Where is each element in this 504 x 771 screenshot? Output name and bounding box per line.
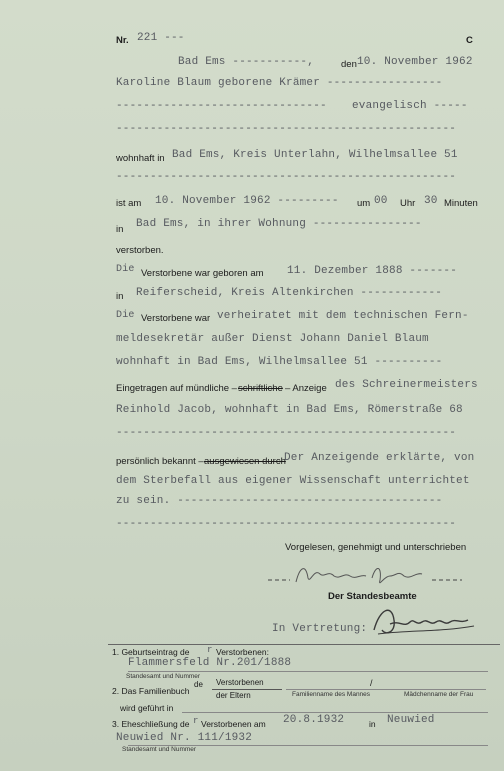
husband-name-label: Familienname des Mannes [292,691,371,698]
identity-label: persönlich bekannt – [116,456,204,467]
residence-label: wohnhaft in [116,153,165,164]
marriage-label-b: Verstorbenen am [201,719,266,729]
section-divider [108,644,500,645]
identity-text2: dem Sterbefall aus eigener Wissenschaft unterrichtet [116,475,470,487]
verstorben-label: verstorben. [116,245,164,256]
registration-date: 10. November 1962 [357,56,473,68]
marital-status-line3: wohnhaft in Bad Ems, Wilhelmsallee 51 ---------- [116,356,443,368]
family-names-line [286,689,486,690]
read-approved-text: Vorgelesen, genehmigt und unterschrieben [285,542,467,553]
uhr-label: Uhr [400,198,416,209]
marriage-label: 3. Eheschließung de [112,719,190,729]
corner-mark: C [466,35,473,46]
die-prefix: Die [116,310,135,321]
marriage-in-label: in [369,719,376,729]
informant-details: Reinhold Jacob, wohnhaft in Bad Ems, Römerstraße 68 [116,404,463,416]
ist-am-label: ist am [116,198,142,209]
in-label: in [116,291,124,302]
registrar-label: Der Standesbeamte [328,591,417,602]
report-label-struck: schriftliche [238,383,283,394]
den-label: den [341,59,357,70]
death-hour: 00 [374,195,388,207]
dash-filler: -------------------------------------------------- [116,518,457,530]
dash-filler: ------------------------------- [116,100,327,112]
minuten-label: Minuten [444,198,478,209]
die-prefix: Die [116,264,135,275]
birth-entry-label: 1. Geburtseintrag de [112,647,190,657]
dash-filler: -------------------------------------------------- [116,171,457,183]
informant-title: des Schreinermeisters [335,379,478,391]
birth-entry-line [128,671,488,672]
report-label-b: – Anzeige [285,383,327,394]
family-book-label: 2. Das Familienbuch [112,686,190,696]
entry-number: 221 --- [137,32,185,44]
deceased-name: Karoline Blaum geborene Krämer ----------------- [116,77,443,89]
marriage-entry-value: Neuwied Nr. 111/1932 [116,732,253,744]
family-book-slash: / [370,678,373,688]
registration-place: Bad Ems -----------, [178,56,315,68]
identity-text1: Der Anzeigende erklärte, von [284,452,475,464]
dash-filler: -------------------------------------------------- [116,123,457,135]
family-book-line [182,712,488,713]
status-label: Verstorbene war [141,313,211,324]
family-book-verst: Verstorbenen [216,678,264,687]
birth-date: 11. Dezember 1888 ------- [287,265,458,277]
report-label-a: Eingetragen auf mündliche – [116,383,237,394]
nr-label: Nr. [116,35,129,46]
family-book-eltern: der Eltern [216,691,251,700]
birth-entry-value: Flammersfeld Nr.201/1888 [128,657,292,669]
option-divider [212,689,282,690]
death-minutes: 30 [424,195,438,207]
registrar-signature [370,600,480,640]
birth-entry-sub: Standesamt und Nummer [126,673,201,680]
marriage-entry-sub: Standesamt und Nummer [122,746,197,753]
in-label: in [116,224,124,235]
birth-place: Reiferscheid, Kreis Altenkirchen ------------ [136,287,443,299]
death-place: Bad Ems, in ihrer Wohnung ---------------- [136,218,422,230]
religion: evangelisch ----- [352,100,468,112]
marital-status-line1: verheiratet mit dem technischen Fern- [217,310,469,322]
um-label: um [357,198,371,209]
born-label: Verstorbene war geboren am [141,268,264,279]
informant-signature [266,560,466,590]
family-book-de: de [194,680,203,689]
birth-entry-label-b: Verstorbenen: [216,647,269,657]
identity-text3: zu sein. --------------------------------------- [116,495,443,507]
identity-struck: ausgewiesen durch [204,456,286,467]
death-date: 10. November 1962 --------- [155,195,339,207]
birth-entry-mark: r [207,645,213,655]
wird-gefuehrt-label: wird geführt in [120,703,174,713]
marriage-place: Neuwied [387,714,435,726]
marriage-date: 20.8.1932 [283,714,345,726]
in-vertretung: In Vertretung: [272,623,368,635]
marriage-mark: r [193,716,199,726]
marital-status-line2: meldesekretär außer Dienst Johann Daniel Blaum [116,333,429,345]
dash-filler: -------------------------------------------------- [116,427,457,439]
wife-name-label: Mädchenname der Frau [404,691,474,698]
residence-value: Bad Ems, Kreis Unterlahn, Wilhelmsallee 51 [172,149,458,161]
